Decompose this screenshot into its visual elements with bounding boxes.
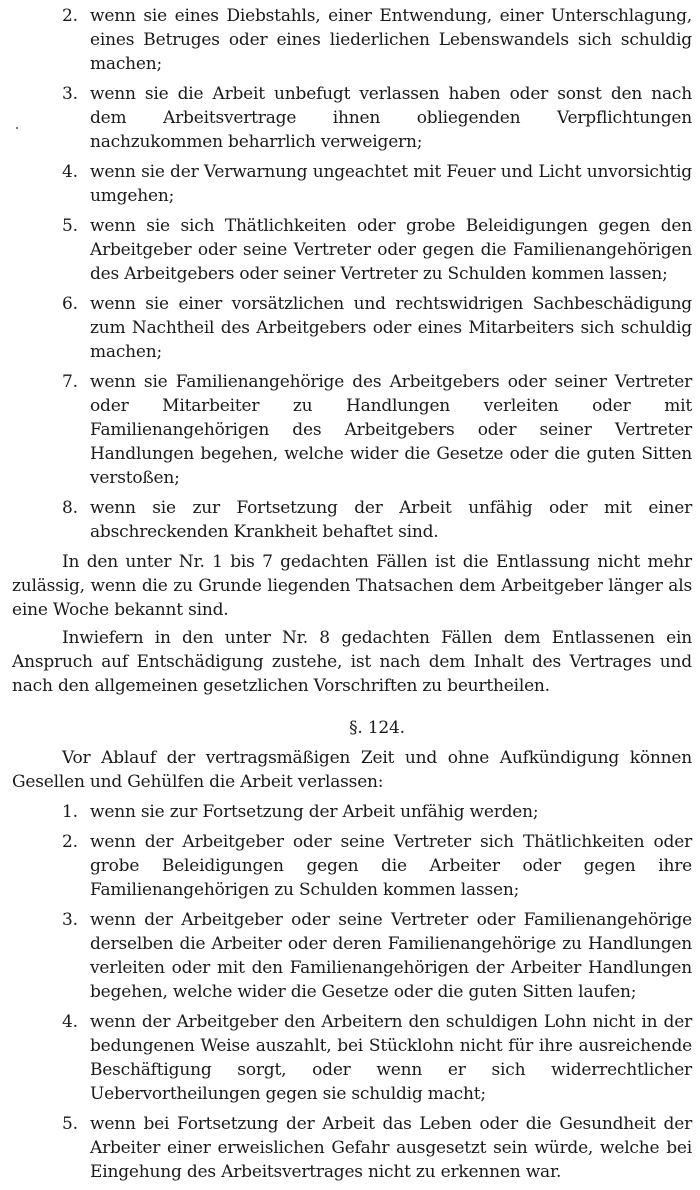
list-item <box>62 1010 692 1106</box>
paragraph-compensation <box>12 626 692 698</box>
item-number: 3. <box>62 910 78 930</box>
item-number: 3. <box>62 84 78 104</box>
paragraph-dismissal-limit <box>12 550 692 622</box>
item-number: 2. <box>62 6 78 26</box>
item-text: wenn sie die Arbeit unbefugt verlassen haben oder sonst den nach dem Arbeitsvertrage ihnen obliegenden Verpflichtungen nachzukommen beharrlich verweigern; <box>90 84 692 152</box>
item-text: wenn sie Familienangehörige des Arbeitgebers oder seiner Vertreter oder Mitarbeiter zu Handlungen verleiten oder mit Familienangehörigen des Arbeitgebers oder seiner Vertreter Handlungen begehen, welche wider die Gesetze oder die guten Sitten verstoßen; <box>90 372 692 488</box>
item-number: 5. <box>62 1114 78 1134</box>
list-item <box>62 908 692 1004</box>
item-text: wenn sie zur Fortsetzung der Arbeit unfähig oder mit einer abschreckenden Krankheit behaftet sind. <box>90 498 692 542</box>
paragraph-text: In den unter Nr. 1 bis 7 gedachten Fällen ist die Entlassung nicht mehr zulässig, wenn die zu Grunde liegenden Thatsachen dem Arbeitgeber länger als eine Woche bekannt sind. <box>12 552 692 620</box>
item-text: wenn sie einer vorsätzlichen und rechtswidrigen Sachbeschädigung zum Nachtheil des Arbeitgebers oder eines Mitarbeiters sich schuldig machen; <box>90 294 692 362</box>
list-item <box>62 830 692 902</box>
list-item <box>62 1112 692 1184</box>
document-page <box>12 4 692 1190</box>
item-number: 7. <box>62 372 78 392</box>
section-heading: §. 124. <box>349 718 405 738</box>
list-item <box>62 214 692 286</box>
paragraph-text: Inwiefern in den unter Nr. 8 gedachten Fällen dem Entlassenen ein Anspruch auf Entschädigung zustehe, ist nach dem Inhalt des Vertrages und nach den allgemeinen gesetzlichen Vorschriften zu beurtheilen. <box>12 628 692 696</box>
item-text: wenn bei Fortsetzung der Arbeit das Leben oder die Gesundheit der Arbeiter einer erweislichen Gefahr ausgesetzt sein würde, welche bei Eingehung des Arbeitsvertrages nicht zu erkennen war. <box>90 1114 692 1182</box>
item-number: 8. <box>62 498 78 518</box>
list-item <box>62 292 692 364</box>
item-text: wenn sie der Verwarnung ungeachtet mit Feuer und Licht unvorsichtig umgehen; <box>90 162 692 206</box>
list-item <box>62 4 692 76</box>
item-text: wenn sie sich Thätlichkeiten oder grobe Beleidigungen gegen den Arbeitgeber oder seine Vertreter oder gegen die Familienangehörigen des Arbeitgebers oder seiner Vertreter zu Schulden kommen lassen; <box>90 216 692 284</box>
item-text: wenn der Arbeitgeber oder seine Vertreter oder Familienangehörige derselben die Arbeiter oder deren Familienangehörige zu Handlungen verleiten oder mit den Familienangehörigen der Arbeiter Handlungen begehen, welche wider die Gesetze oder die guten Sitten laufen; <box>90 910 692 1002</box>
item-text: wenn der Arbeitgeber den Arbeitern den schuldigen Lohn nicht in der bedungenen Weise auszahlt, bei Stücklohn nicht für ihre ausreichende Beschäftigung sorgt, oder wenn er sich widerrechtlicher Uebervortheilungen gegen sie schuldig macht; <box>90 1012 692 1104</box>
paragraph-text: Vor Ablauf der vertragsmäßigen Zeit und ohne Aufkündigung können Gesellen und Gehülfen die Arbeit verlassen: <box>12 748 692 792</box>
item-number: 1. <box>62 802 78 822</box>
item-number: 6. <box>62 294 78 314</box>
list-item <box>62 800 692 824</box>
list-item <box>62 160 692 208</box>
item-text: wenn der Arbeitgeber oder seine Vertreter sich Thätlichkeiten oder grobe Beleidigungen gegen die Arbeiter oder gegen ihre Familienangehörigen zu Schulden kommen lassen; <box>90 832 692 900</box>
item-number: 4. <box>62 1012 78 1032</box>
margin-speck <box>16 127 18 129</box>
list-item <box>62 496 692 544</box>
item-number: 4. <box>62 162 78 182</box>
item-number: 5. <box>62 216 78 236</box>
section-intro <box>12 746 692 794</box>
item-text: wenn sie zur Fortsetzung der Arbeit unfähig werden; <box>90 802 539 822</box>
list-item <box>62 82 692 154</box>
item-number: 2. <box>62 832 78 852</box>
item-text: wenn sie eines Diebstahls, einer Entwendung, einer Unterschlagung, eines Betruges oder eines liederlichen Lebenswandels sich schuldig machen; <box>90 6 692 74</box>
list-item <box>62 370 692 490</box>
